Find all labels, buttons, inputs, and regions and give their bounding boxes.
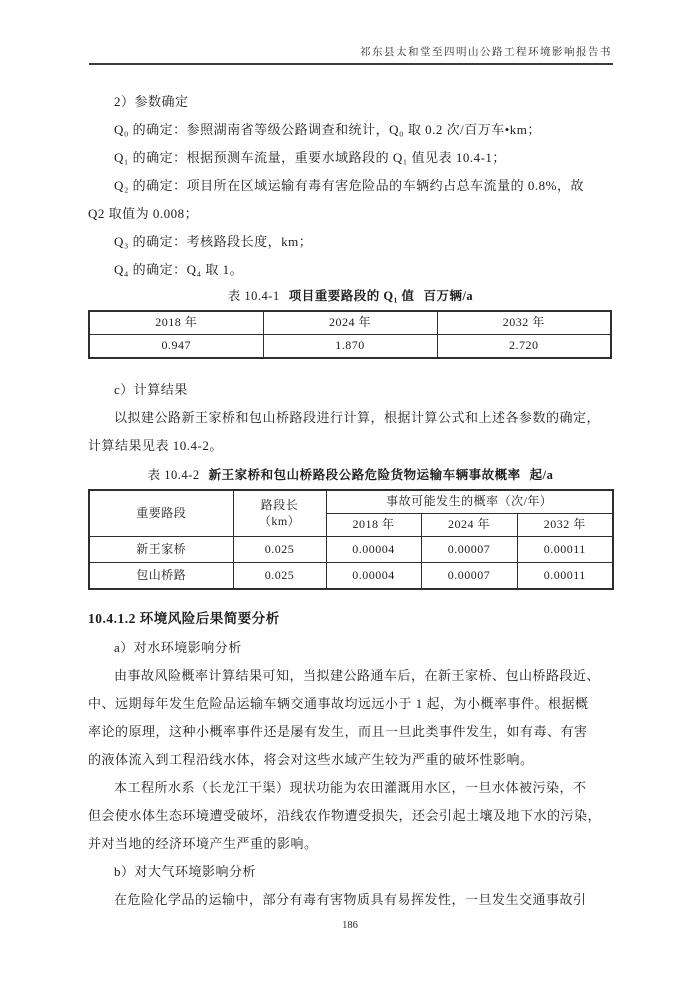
table1-value-2018: 0.947 — [89, 335, 263, 359]
table2-row1-p2024: 0.00007 — [421, 537, 517, 563]
table2-row2-p2018: 0.00004 — [326, 563, 421, 590]
water-para1-line1: 由事故风险概率计算结果可知，当拟建公路通车后，在新王家桥、包山桥路段近、 — [114, 668, 601, 683]
table2-caption-unit: 起/a — [529, 468, 554, 482]
body-line-q3: Q₃ 的确定：考核路段长度，km； — [114, 234, 313, 249]
water-para2-line3: 并对当地的经济环境产生严重的影响。 — [88, 836, 318, 851]
table1-caption-unit: 百万辆/a — [423, 289, 474, 303]
table1-value-2032: 2.720 — [437, 335, 611, 359]
air-para1-line1: 在危险化学品的运输中，部分有毒有害物质具有易挥发性，一旦发生交通事故引 — [114, 892, 587, 907]
table2-row-xinwangjia — [89, 537, 613, 563]
table2-row2-p2024: 0.00007 — [421, 563, 517, 590]
table1-header-2032: 2032 年 — [437, 311, 611, 335]
table1-value-row — [89, 335, 611, 359]
table2-header-road: 重要路段 — [89, 490, 233, 537]
table2-header-length — [233, 490, 326, 537]
body-line-q0: Q₀ 的确定：参照湖南省等级公路调查和统计，Q₀ 取 0.2 次/百万车•km； — [114, 122, 541, 137]
table-10-4-1 — [88, 310, 612, 359]
table1-header-2024: 2024 年 — [263, 311, 437, 335]
water-analysis-heading: a）对水环境影响分析 — [114, 640, 242, 655]
table2-header-probability-group: 事故可能发生的概率（次/年） — [326, 490, 613, 514]
table1-caption-title: 项目重要路段的 Q₁ 值 — [288, 289, 415, 303]
water-para1-line4: 的液体流入到工程沿线水体，将会对这些水域产生较为严重的破坏性影响。 — [88, 752, 534, 767]
page-content — [88, 88, 613, 914]
table2-row1-p2032: 0.00011 — [517, 537, 613, 563]
body-line-q1: Q₁ 的确定：根据预测车流量，重要水域路段的 Q₁ 值见表 10.4-1； — [114, 150, 506, 165]
table2-row2-p2032: 0.00011 — [517, 563, 613, 590]
page-number: 186 — [342, 920, 358, 931]
calc-heading: c）计算结果 — [114, 382, 188, 397]
water-para1-line2: 中、远期每年发生危险品运输车辆交通事故均远远小于 1 起，为小概率事件。根据概 — [88, 696, 589, 711]
water-para1-line3: 率论的原理，这种小概率事件还是屡有发生，而且一旦此类事件发生，如有毒、有害 — [88, 724, 588, 739]
table2-row-baoshanqiao — [89, 563, 613, 590]
table2-header-2032: 2032 年 — [517, 514, 613, 537]
table2-header-length-line2: （km） — [258, 513, 301, 528]
table2-row2-length: 0.025 — [233, 563, 326, 590]
table2-header-2018: 2018 年 — [326, 514, 421, 537]
calc-line-2: 计算结果见表 10.4-2。 — [88, 438, 223, 453]
params-heading: 2）参数确定 — [114, 94, 189, 109]
table1-header-2018: 2018 年 — [89, 311, 263, 335]
table2-header-row-1 — [89, 490, 613, 514]
table1-header-row — [89, 311, 611, 335]
table1-caption-label: 表 10.4-1 — [227, 289, 280, 303]
table1-caption — [88, 285, 613, 307]
table1-value-2024: 1.870 — [263, 335, 437, 359]
section-10-4-1-2-heading: 10.4.1.2 环境风险后果简要分析 — [88, 611, 280, 626]
body-line-q4: Q₄ 的确定：Q₄ 取 1。 — [114, 262, 244, 277]
table2-caption — [88, 464, 613, 486]
air-analysis-heading: b）对大气环境影响分析 — [114, 864, 257, 879]
calc-line-1: 以拟建公路新王家桥和包山桥路段进行计算，根据计算公式和上述各参数的确定， — [114, 410, 601, 425]
table2-header-length-line1: 路段长 — [260, 497, 299, 512]
table2-row2-name: 包山桥路 — [89, 563, 233, 590]
table2-row1-p2018: 0.00004 — [326, 537, 421, 563]
table2-row1-name: 新王家桥 — [89, 537, 233, 563]
water-para2-line1: 本工程所水系（长龙江干渠）现状功能为农田灌溉用水区，一旦水体被污染，不 — [114, 780, 587, 795]
header-rule — [89, 63, 613, 65]
table2-caption-title: 新王家桥和包山桥路段公路危险货物运输车辆事故概率 — [208, 468, 521, 482]
table2-row1-length: 0.025 — [233, 537, 326, 563]
water-para2-line2: 但会使水体生态环境遭受破坏，沿线农作物遭受损失，还会引起土壤及地下水的污染， — [88, 808, 602, 823]
body-line-q2a: Q₂ 的确定：项目所在区域运输有毒有害危险品的车辆约占总车流量的 0.8%，故 — [114, 178, 584, 193]
table2-caption-label: 表 10.4-2 — [147, 468, 200, 482]
table-10-4-2 — [88, 489, 614, 590]
table2-header-2024: 2024 年 — [421, 514, 517, 537]
page-header-title: 祁东县太和堂至四明山公路工程环境影响报告书 — [360, 47, 612, 58]
body-line-q2b: Q2 取值为 0.008； — [88, 206, 199, 221]
